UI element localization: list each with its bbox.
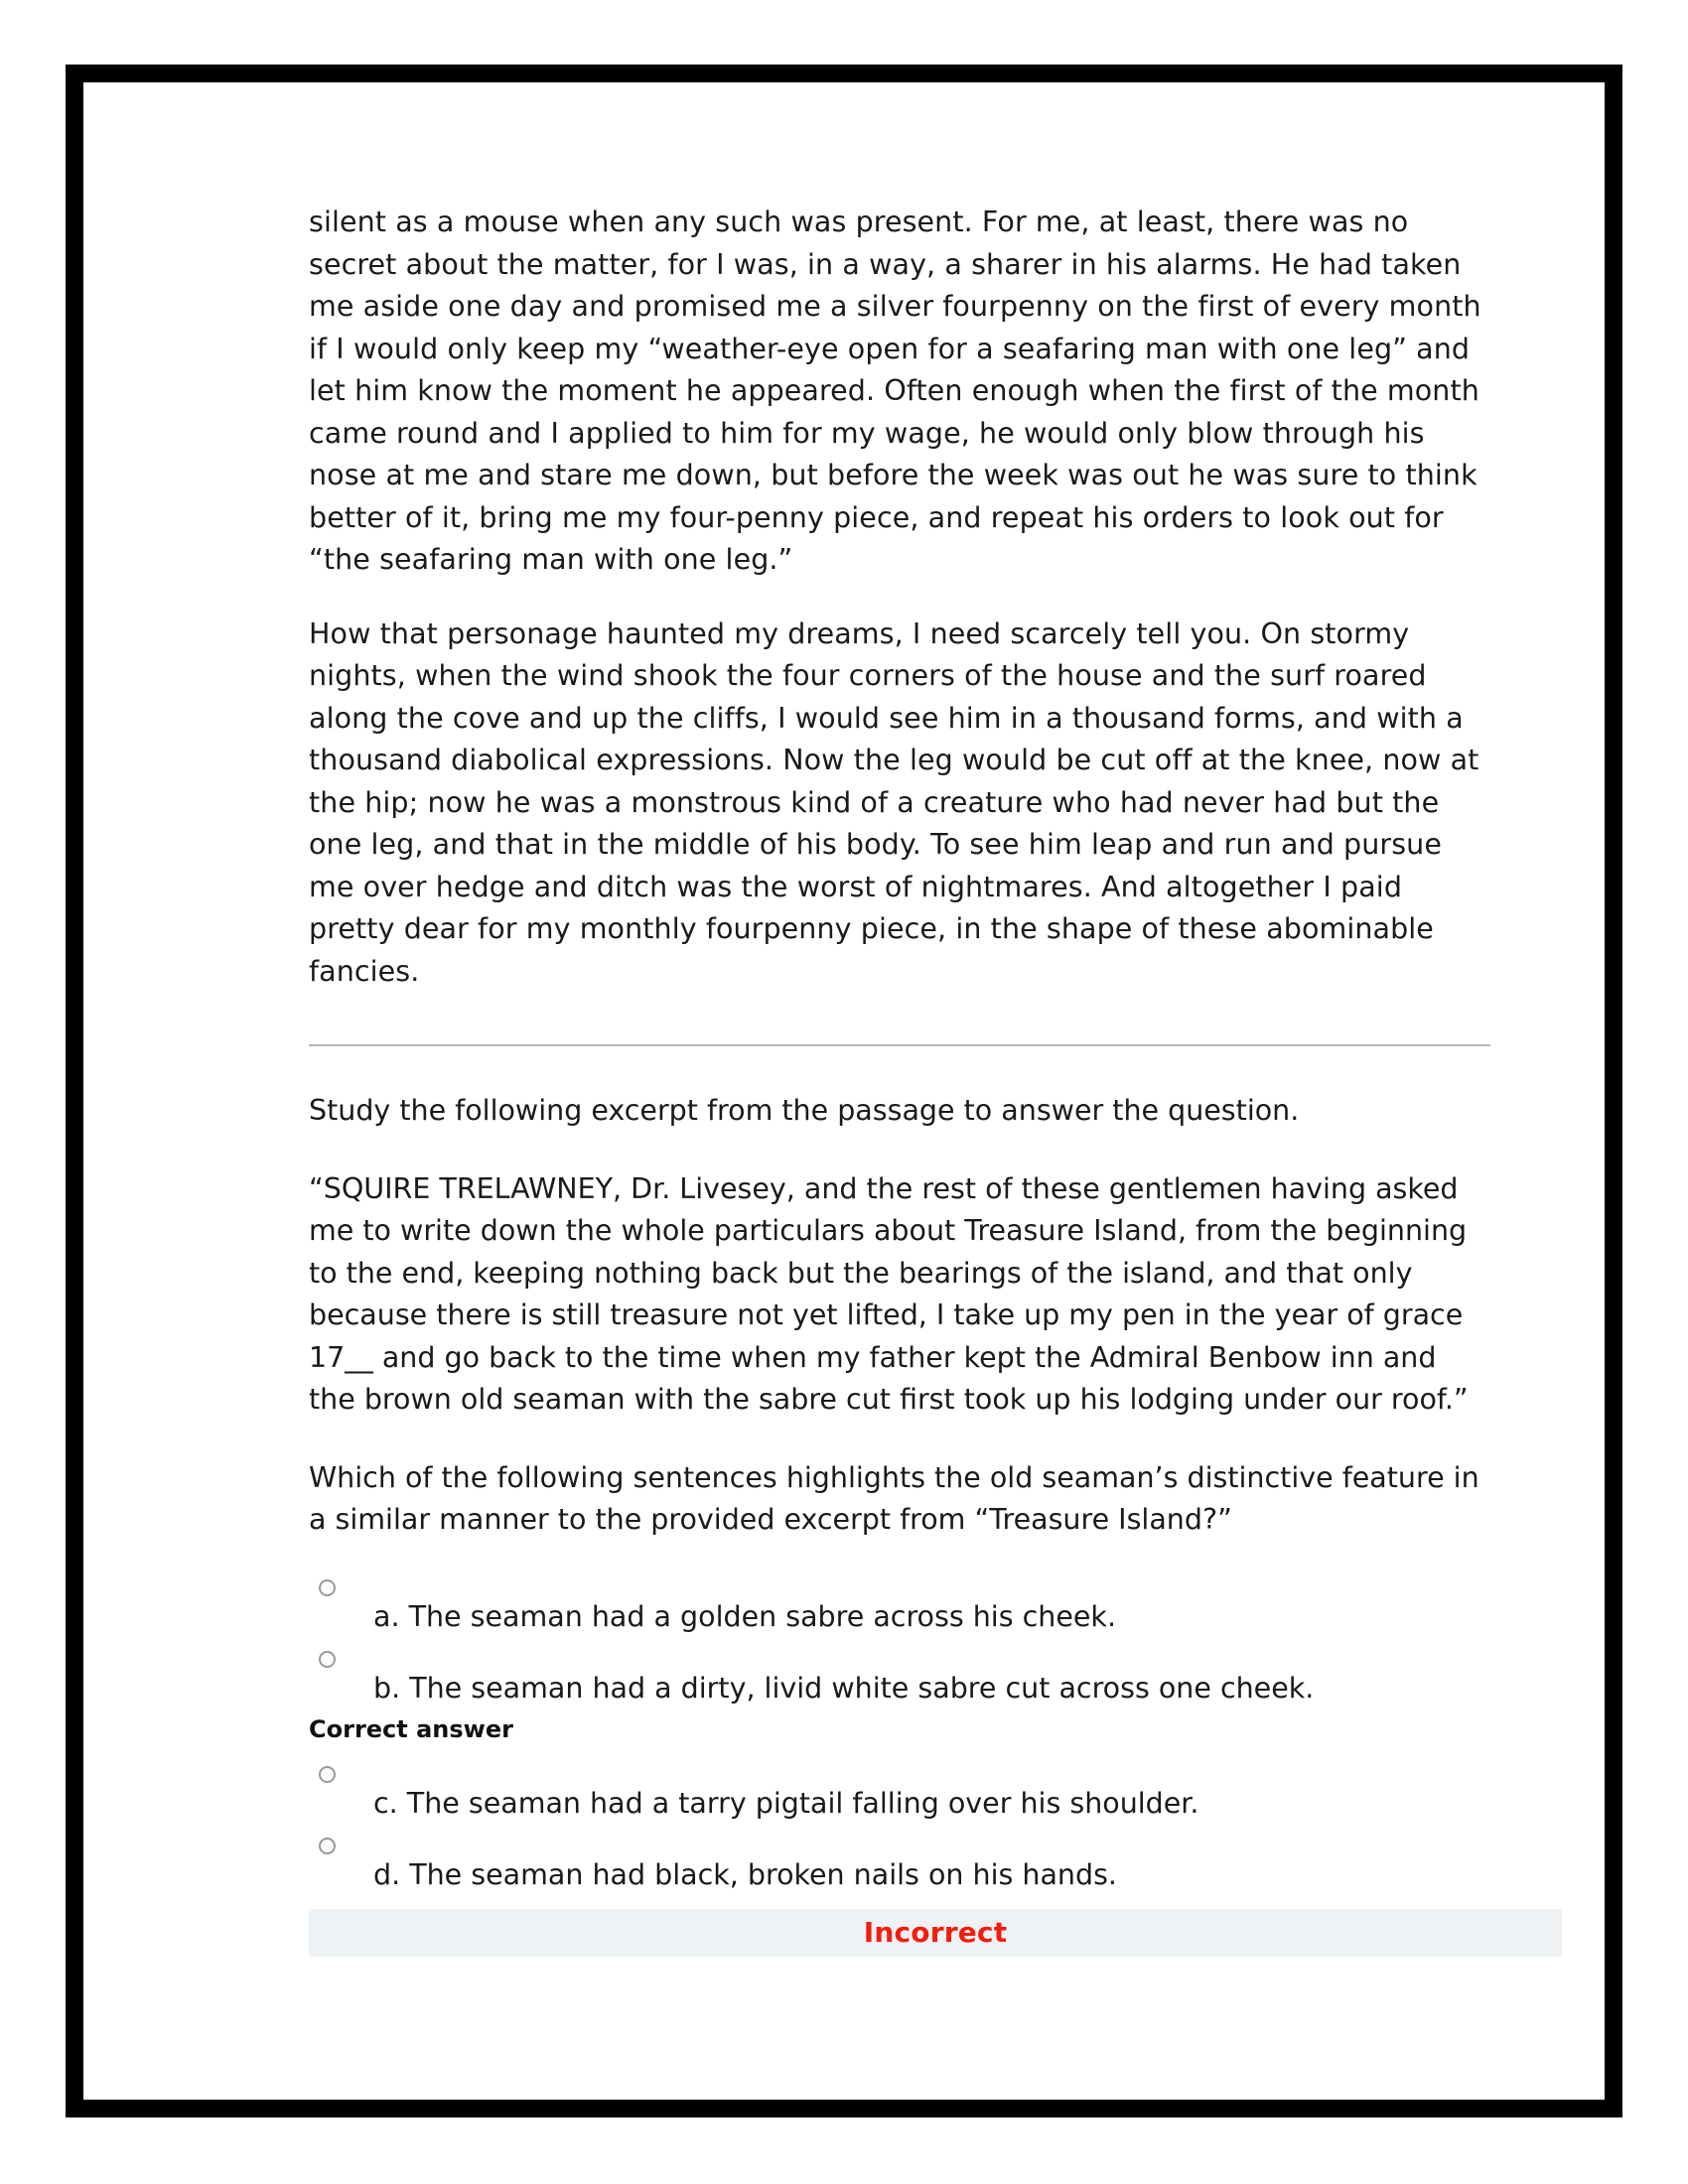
answer-option-a[interactable]	[309, 1575, 1490, 1637]
answer-option-b[interactable]	[309, 1647, 1490, 1708]
answer-options-list	[309, 1575, 1490, 1895]
result-banner	[309, 1909, 1562, 1957]
answer-option-label-a: a. The seaman had a golden sabre across his cheek.	[373, 1599, 1116, 1633]
section-divider	[309, 1044, 1490, 1046]
question-prompt: Which of the following sentences highlights the old seaman’s distinctive feature in a similar manner to the provided excerpt from “Treasure Island?”	[309, 1460, 1479, 1536]
radio-button-icon-d[interactable]	[319, 1838, 336, 1854]
correct-answer-note: Correct answer	[309, 1714, 513, 1743]
radio-button-icon-a[interactable]	[319, 1579, 336, 1596]
question-instruction: Study the following excerpt from the passage to answer the question.	[309, 1094, 1300, 1127]
page-content-area	[83, 82, 1605, 2100]
answer-option-d[interactable]	[309, 1834, 1490, 1895]
answer-option-label-c: c. The seaman had a tarry pigtail falling over his shoulder.	[373, 1786, 1199, 1820]
radio-button-icon-b[interactable]	[319, 1651, 336, 1668]
document-content-column	[309, 202, 1490, 1957]
answer-option-label-d: d. The seaman had black, broken nails on his hands.	[373, 1857, 1117, 1891]
answer-option-c[interactable]	[309, 1762, 1490, 1824]
passage-paragraph-1: silent as a mouse when any such was present. For me, at least, there was no secret about the matter, for I was, in a way, a sharer in his alarms. He had taken me aside one day and promised me a silver fourpenny on the first of every month if I would only keep my “weather-eye open for a seafaring man with one leg” and let him know the moment he appeared. Often enough when the first of the month came round and I applied to him for my wage, he would only blow through his nose at me and stare me down, but before the week was out he was sure to think better of it, bring me my four-penny piece, and repeat his orders to look out for “the seafaring man with one leg.”	[309, 205, 1481, 576]
radio-button-icon-c[interactable]	[319, 1766, 336, 1783]
answer-option-label-b: b. The seaman had a dirty, livid white sabre cut across one cheek.	[373, 1671, 1315, 1705]
passage-paragraph-2: How that personage haunted my dreams, I need scarcely tell you. On stormy nights, when the wind shook the four corners of the house and the surf roared along the cove and up the cliffs, I would see him in a thousand forms, and with a thousand diabolical expressions. Now the leg would be cut off at the knee, now at the hip; now he was a monstrous kind of a creature who had never had but the one leg, and that in the middle of his body. To see him leap and run and pursue me over hedge and ditch was the worst of nightmares. And altogether I paid pretty dear for my monthly fourpenny piece, in the shape of these abominable fancies.	[309, 616, 1479, 988]
page-frame	[66, 65, 1622, 2117]
question-excerpt: “SQUIRE TRELAWNEY, Dr. Livesey, and the rest of these gentlemen having asked me to write down the whole particulars about Treasure Island, from the beginning to the end, keeping nothing back but the bearings of the island, and that only because there is still treasure not yet lifted, I take up my pen in the year of grace 17__ and go back to the time when my father kept the Admiral Benbow inn and the brown old seaman with the sabre cut first took up his lodging under our roof.”	[309, 1171, 1469, 1416]
result-status-text: Incorrect	[863, 1916, 1008, 1949]
